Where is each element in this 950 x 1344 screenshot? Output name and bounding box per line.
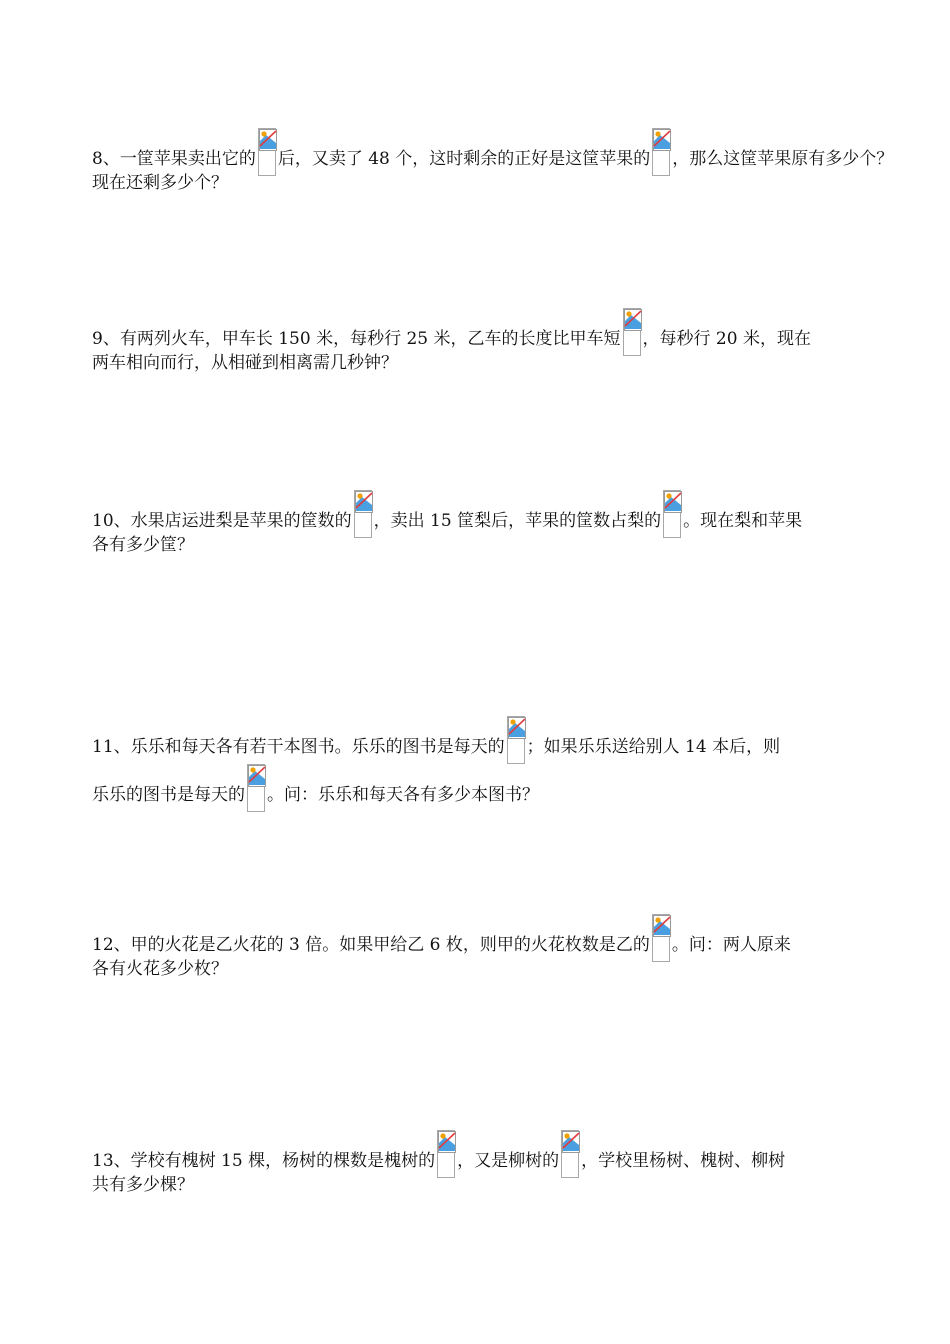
question-12 [92, 914, 872, 994]
question-line [92, 128, 894, 169]
question-text: 现在还剩多少个？ [92, 173, 228, 193]
question-text: 10、水果店运进梨是苹果的筐数的 [92, 511, 352, 531]
question-text: 9、有两列火车，甲车长 150 米，每秒行 25 米，乙车的长度比甲车短 [92, 329, 621, 349]
question-10 [92, 490, 872, 570]
broken-image-icon [507, 716, 525, 764]
question-line [92, 1170, 872, 1210]
question-line [92, 168, 872, 208]
question-text: 两车相向而行，从相碰到相离需几秒钟？ [92, 353, 398, 373]
broken-image-icon [247, 764, 265, 812]
question-13 [92, 1130, 872, 1210]
question-text: 各有多少筐？ [92, 535, 194, 555]
question-line [92, 308, 872, 348]
question-line [92, 530, 872, 570]
question-text: 后，又卖了 48 个，这时剩余的正好是这筐苹果的 [277, 149, 651, 169]
question-text: 。现在梨和苹果 [683, 511, 803, 531]
question-11 [92, 716, 872, 804]
question-text: 。问：两人原来 [671, 935, 791, 955]
question-text: 11、乐乐和每天各有若干本图书。乐乐的图书是每天的 [92, 737, 505, 757]
question-text: 12、甲的火花是乙火花的 3 倍。如果甲给乙 6 枚，则甲的火花枚数是乙的 [92, 935, 650, 955]
question-text: ，每秒行 20 米，现在 [642, 329, 811, 349]
question-text: ，卖出 15 筐梨后，苹果的筐数占梨的 [373, 511, 662, 531]
question-line [92, 1130, 872, 1170]
question-line [92, 954, 872, 994]
question-text: ，又是柳树的 [457, 1151, 560, 1171]
question-text: 。问：乐乐和每天各有多少本图书？ [267, 785, 539, 805]
question-text: 乐乐的图书是每天的 [92, 785, 245, 805]
question-text: ，那么这筐苹果原有多少个？ [672, 149, 894, 169]
question-line [92, 348, 872, 388]
question-text: 13、学校有槐树 15 棵，杨树的棵数是槐树的 [92, 1151, 436, 1171]
question-text: 各有火花多少枚？ [92, 959, 228, 979]
question-text: ，学校里杨树、槐树、柳树 [581, 1151, 786, 1171]
question-9 [92, 308, 872, 388]
question-line [92, 914, 872, 954]
question-line [92, 490, 872, 530]
question-line [92, 716, 872, 756]
question-text: 8、一筐苹果卖出它的 [92, 149, 256, 169]
question-text: 共有多少棵？ [92, 1175, 194, 1195]
question-line [92, 764, 872, 804]
question-8 [92, 128, 894, 208]
question-text: ；如果乐乐送给别人 14 本后，则 [526, 737, 781, 757]
